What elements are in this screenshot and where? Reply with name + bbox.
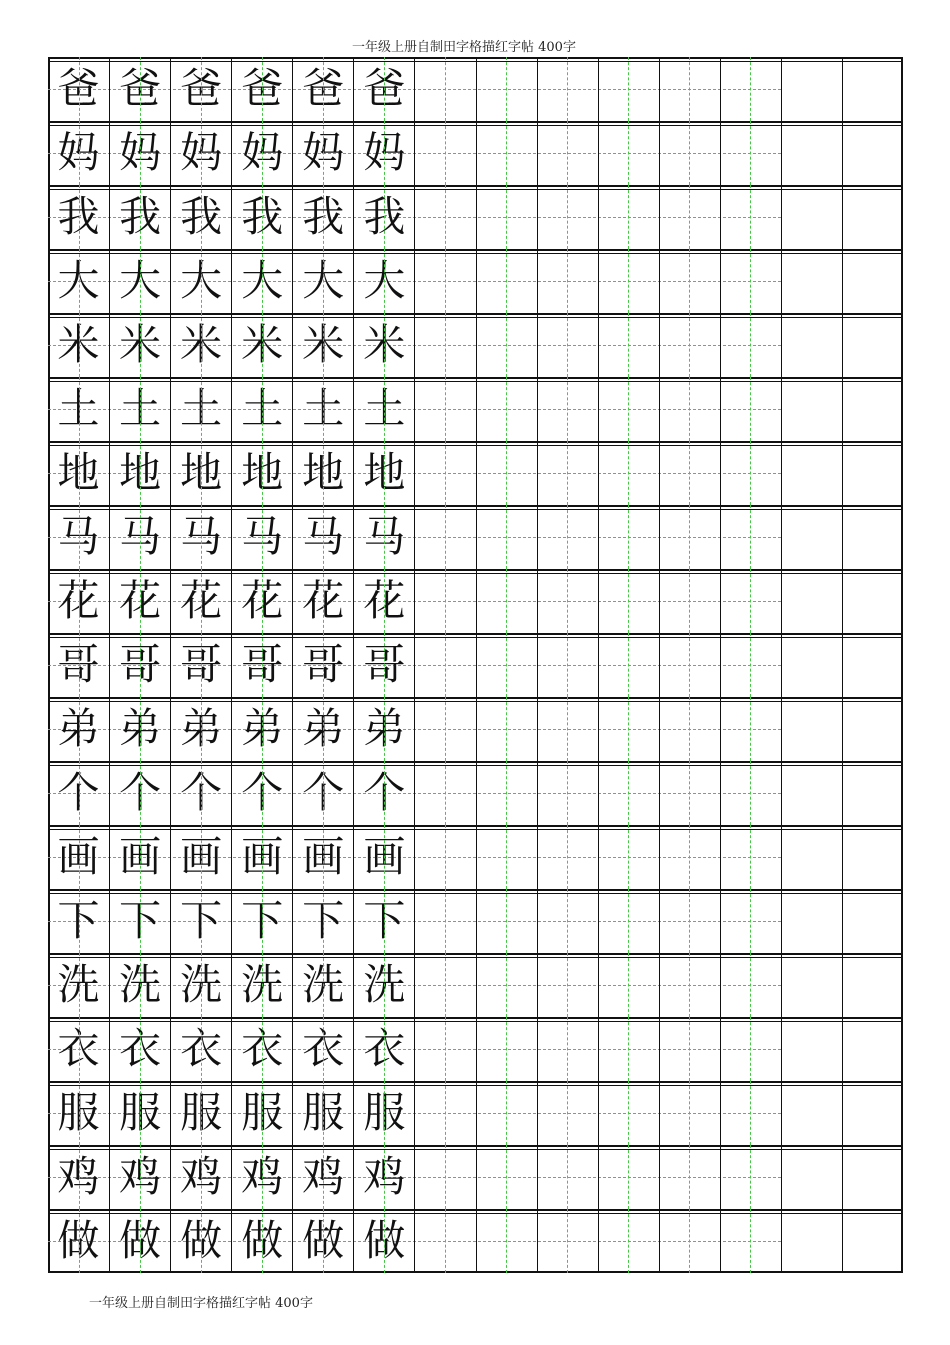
trace-character: 花 (180, 576, 223, 625)
writing-cell (781, 441, 842, 505)
trace-character: 花 (241, 576, 284, 625)
trace-character: 做 (363, 1216, 406, 1265)
trace-character: 土 (302, 384, 345, 433)
writing-cell (781, 953, 842, 1017)
writing-cell (781, 761, 842, 825)
writing-cell (781, 313, 842, 377)
worksheet-row (48, 185, 903, 249)
worksheet-row (48, 953, 903, 1017)
trace-character: 马 (241, 512, 284, 561)
writing-cell (781, 185, 842, 249)
trace-character: 画 (57, 832, 100, 881)
trace-character: 做 (57, 1216, 100, 1265)
trace-character: 马 (57, 512, 100, 561)
trace-character: 土 (119, 384, 162, 433)
header-title: 一年级上册自制田字格描红字帖 400字 (352, 40, 576, 55)
worksheet-row (48, 889, 903, 953)
worksheet-row (48, 313, 903, 377)
trace-character: 服 (119, 1088, 162, 1137)
trace-character: 画 (363, 832, 406, 881)
trace-character: 我 (241, 192, 284, 241)
trace-character: 下 (363, 896, 406, 945)
trace-character: 我 (119, 192, 162, 241)
trace-character: 大 (363, 256, 406, 305)
worksheet-row (48, 377, 903, 441)
trace-character: 马 (180, 512, 223, 561)
trace-character: 鸡 (57, 1152, 100, 1201)
worksheet-row (48, 441, 903, 505)
writing-cell (842, 505, 903, 569)
trace-character: 做 (241, 1216, 284, 1265)
trace-character: 土 (363, 384, 406, 433)
writing-cell (781, 1017, 842, 1081)
writing-cell (842, 1081, 903, 1145)
writing-cell (781, 1209, 842, 1273)
trace-character: 地 (241, 448, 284, 497)
trace-character: 我 (180, 192, 223, 241)
trace-character: 个 (57, 768, 100, 817)
trace-character: 个 (363, 768, 406, 817)
writing-cell (781, 1081, 842, 1145)
trace-character: 服 (241, 1088, 284, 1137)
trace-character: 下 (302, 896, 345, 945)
writing-cell (781, 505, 842, 569)
trace-character: 下 (119, 896, 162, 945)
trace-character: 下 (180, 896, 223, 945)
trace-character: 弟 (57, 704, 100, 753)
trace-character: 弟 (363, 704, 406, 753)
trace-character: 米 (119, 320, 162, 369)
trace-character: 地 (180, 448, 223, 497)
trace-character: 鸡 (119, 1152, 162, 1201)
worksheet-row (48, 57, 903, 121)
trace-character: 大 (302, 256, 345, 305)
writing-cell (842, 121, 903, 185)
writing-cell (842, 185, 903, 249)
writing-cell (781, 1145, 842, 1209)
writing-cell (781, 249, 842, 313)
trace-character: 服 (302, 1088, 345, 1137)
trace-character: 衣 (119, 1024, 162, 1073)
trace-character: 哥 (119, 640, 162, 689)
trace-character: 做 (119, 1216, 162, 1265)
trace-character: 大 (57, 256, 100, 305)
writing-cell (842, 1017, 903, 1081)
writing-cell (781, 825, 842, 889)
writing-cell (781, 633, 842, 697)
worksheet-row (48, 633, 903, 697)
trace-character: 米 (363, 320, 406, 369)
trace-character: 哥 (302, 640, 345, 689)
writing-cell (781, 57, 842, 121)
trace-character: 地 (302, 448, 345, 497)
writing-cell (842, 633, 903, 697)
trace-character: 画 (302, 832, 345, 881)
writing-cell (842, 953, 903, 1017)
trace-character: 爸 (180, 64, 223, 113)
trace-character: 土 (241, 384, 284, 433)
writing-cell (842, 57, 903, 121)
trace-character: 弟 (302, 704, 345, 753)
trace-character: 衣 (302, 1024, 345, 1073)
trace-character: 服 (363, 1088, 406, 1137)
worksheet-row (48, 1145, 903, 1209)
trace-character: 爸 (119, 64, 162, 113)
trace-character: 花 (363, 576, 406, 625)
trace-character: 洗 (302, 960, 345, 1009)
writing-cell (842, 825, 903, 889)
trace-character: 鸡 (241, 1152, 284, 1201)
worksheet-row (48, 825, 903, 889)
trace-character: 米 (302, 320, 345, 369)
trace-character: 鸡 (180, 1152, 223, 1201)
writing-cell (781, 569, 842, 633)
worksheet-row (48, 505, 903, 569)
writing-cell (842, 1209, 903, 1273)
trace-character: 洗 (119, 960, 162, 1009)
trace-character: 妈 (57, 128, 100, 177)
trace-character: 妈 (363, 128, 406, 177)
writing-cell (842, 249, 903, 313)
writing-cell (842, 441, 903, 505)
trace-character: 爸 (302, 64, 345, 113)
trace-character: 米 (241, 320, 284, 369)
trace-character: 个 (180, 768, 223, 817)
trace-character: 花 (302, 576, 345, 625)
writing-cell (781, 697, 842, 761)
worksheet-row (48, 1017, 903, 1081)
trace-character: 米 (57, 320, 100, 369)
trace-character: 弟 (119, 704, 162, 753)
trace-character: 衣 (363, 1024, 406, 1073)
trace-character: 画 (119, 832, 162, 881)
trace-character: 妈 (180, 128, 223, 177)
trace-character: 衣 (241, 1024, 284, 1073)
trace-character: 个 (302, 768, 345, 817)
trace-character: 大 (119, 256, 162, 305)
trace-character: 大 (180, 256, 223, 305)
writing-cell (842, 377, 903, 441)
trace-character: 马 (119, 512, 162, 561)
trace-character: 马 (302, 512, 345, 561)
tianzige-grid (48, 57, 903, 1273)
trace-character: 我 (57, 192, 100, 241)
trace-character: 洗 (180, 960, 223, 1009)
trace-character: 哥 (241, 640, 284, 689)
trace-character: 衣 (180, 1024, 223, 1073)
trace-character: 弟 (241, 704, 284, 753)
trace-character: 地 (57, 448, 100, 497)
trace-character: 米 (180, 320, 223, 369)
writing-cell (842, 889, 903, 953)
worksheet-row (48, 249, 903, 313)
footer-title: 一年级上册自制田字格描红字帖 400字 (89, 1296, 313, 1311)
writing-cell (781, 889, 842, 953)
trace-character: 妈 (302, 128, 345, 177)
writing-cell (781, 121, 842, 185)
trace-character: 马 (363, 512, 406, 561)
trace-character: 画 (241, 832, 284, 881)
writing-cell (781, 377, 842, 441)
trace-character: 个 (241, 768, 284, 817)
trace-character: 地 (119, 448, 162, 497)
trace-character: 哥 (180, 640, 223, 689)
trace-character: 地 (363, 448, 406, 497)
trace-character: 画 (180, 832, 223, 881)
worksheet-row (48, 1081, 903, 1145)
trace-character: 哥 (363, 640, 406, 689)
trace-character: 我 (363, 192, 406, 241)
writing-cell (842, 1145, 903, 1209)
trace-character: 服 (57, 1088, 100, 1137)
writing-cell (842, 313, 903, 377)
trace-character: 妈 (119, 128, 162, 177)
trace-character: 鸡 (302, 1152, 345, 1201)
writing-cell (842, 761, 903, 825)
trace-character: 我 (302, 192, 345, 241)
trace-character: 鸡 (363, 1152, 406, 1201)
trace-character: 花 (119, 576, 162, 625)
writing-cell (842, 569, 903, 633)
trace-character: 爸 (57, 64, 100, 113)
worksheet-row (48, 569, 903, 633)
trace-character: 妈 (241, 128, 284, 177)
writing-cell (842, 697, 903, 761)
trace-character: 做 (180, 1216, 223, 1265)
trace-character: 哥 (57, 640, 100, 689)
trace-character: 弟 (180, 704, 223, 753)
trace-character: 土 (57, 384, 100, 433)
trace-character: 下 (57, 896, 100, 945)
trace-character: 洗 (57, 960, 100, 1009)
trace-character: 大 (241, 256, 284, 305)
trace-character: 衣 (57, 1024, 100, 1073)
trace-character: 土 (180, 384, 223, 433)
trace-character: 洗 (241, 960, 284, 1009)
trace-character: 爸 (363, 64, 406, 113)
trace-character: 洗 (363, 960, 406, 1009)
trace-character: 做 (302, 1216, 345, 1265)
worksheet-row (48, 697, 903, 761)
trace-character: 爸 (241, 64, 284, 113)
trace-character: 服 (180, 1088, 223, 1137)
worksheet-row (48, 761, 903, 825)
trace-character: 花 (57, 576, 100, 625)
trace-character: 下 (241, 896, 284, 945)
worksheet-row (48, 1209, 903, 1273)
trace-character: 个 (119, 768, 162, 817)
worksheet-row (48, 121, 903, 185)
